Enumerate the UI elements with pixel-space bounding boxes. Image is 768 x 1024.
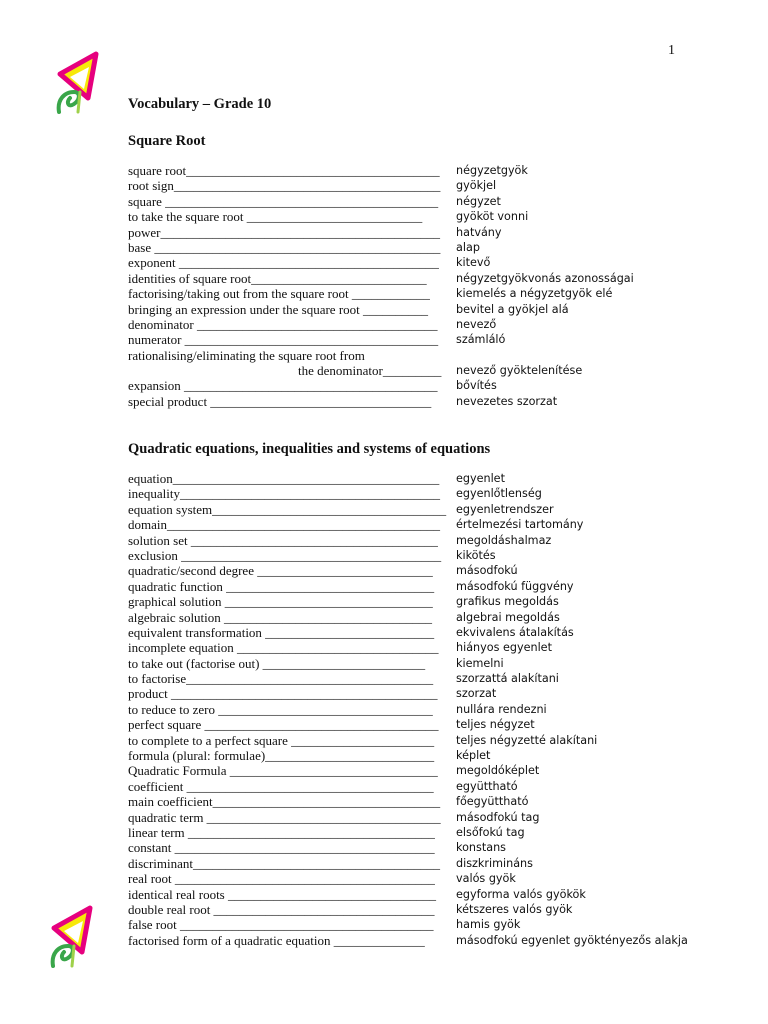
hungarian-term: kétszeres valós gyök [456,902,573,916]
hungarian-term: valós gyök [456,872,516,886]
hungarian-term: szorzattá alakítani [456,672,559,686]
vocab-row [128,225,708,240]
vocab-list-square-root [128,163,708,409]
hungarian-term: grafikus megoldás [456,595,559,609]
vocab-list-quadratic [128,471,708,948]
hungarian-term: képlet [456,749,491,763]
english-term: power___________________________________________ [128,224,440,240]
page-number: 1 [668,43,675,58]
vocab-row [128,178,708,193]
hungarian-term: négyzetgyök [456,164,528,177]
vocab-row [128,271,708,286]
hungarian-term: elsőfokú tag [456,825,525,839]
english-term: product _________________________________________ [128,686,438,702]
english-term: square root_______________________________________ [128,163,440,178]
vocab-row [128,656,708,671]
english-term: graphical solution ________________________________ [128,594,433,610]
english-term: quadratic/second degree ___________________________ [128,563,433,579]
hungarian-term: gyököt vonni [456,210,529,224]
vocab-row [128,686,708,701]
hungarian-term: négyzet [456,194,501,208]
english-term: equivalent transformation __________________________ [128,624,435,640]
vocab-row [128,717,708,732]
hungarian-term: nullára rendezni [456,702,547,716]
triangle-ruler-icon [54,50,100,114]
english-term: to factorise______________________________________ [128,671,434,687]
section-heading-square-root: Square Root [128,133,206,149]
english-term: algebraic solution ________________________________ [128,609,433,625]
vocab-row [128,502,708,517]
english-term: Quadratic Formula ________________________________ [128,763,438,779]
hungarian-term: egyenlőtlenség [456,487,542,501]
hungarian-term: nevező [456,317,497,331]
english-term: bringing an expression under the square root __________ [128,301,429,317]
vocab-row [128,363,708,378]
english-term: false root _______________________________________ [128,917,434,933]
document-title: Vocabulary – Grade 10 [128,96,272,112]
english-term-continued: the denominator_________ [298,363,442,379]
english-term: special product __________________________________ [128,393,432,409]
hungarian-term: ekvivalens átalakítás [456,625,574,639]
hungarian-term: másodfokú függvény [456,579,574,593]
english-term: incomplete equation _______________________________ [128,640,439,656]
hungarian-term: alap [456,240,480,254]
vocab-row [128,840,708,855]
hungarian-term: másodfokú egyenlet gyöktényezős alakja [456,933,688,947]
hungarian-term: hamis gyök [456,918,521,932]
hungarian-term: bevitel a gyökjel alá [456,302,569,316]
hungarian-term: nevezetes szorzat [456,394,558,408]
english-term: to reduce to zero _________________________________ [128,701,433,717]
vocab-row [128,209,708,224]
vocab-row [128,825,708,840]
english-term: factorising/taking out from the square root ____________ [128,286,430,302]
english-term: discriminant______________________________________ [128,855,440,871]
hungarian-term: megoldáshalmaz [456,533,552,547]
english-term: formula (plural: formulae)__________________________ [128,748,435,764]
english-term: equation system____________________________________ [128,501,447,517]
hungarian-term: kiemelés a négyzetgyök elé [456,287,613,301]
vocab-row [128,902,708,917]
vocab-row [128,194,708,209]
hungarian-term: másodfokú [456,564,518,578]
english-term: constant ________________________________________ [128,840,435,856]
vocab-row [128,394,708,409]
hungarian-term: hatvány [456,225,502,239]
vocab-row [128,286,708,301]
vocab-row [128,378,708,393]
vocab-row [128,763,708,778]
hungarian-term: szorzat [456,687,497,701]
vocab-row [128,332,708,347]
vocab-row [128,579,708,594]
hungarian-term: négyzetgyökvonás azonosságai [456,271,634,285]
vocab-row [128,856,708,871]
vocab-row [128,917,708,932]
english-term: to take the square root ___________________________ [128,209,423,225]
vocab-row [128,871,708,886]
hungarian-term: főegyüttható [456,795,529,809]
hungarian-term: egyenlet [456,472,505,485]
hungarian-term: konstans [456,841,507,855]
vocab-row [128,702,708,717]
hungarian-term: számláló [456,333,506,347]
hungarian-term: teljes négyzetté alakítani [456,733,598,747]
vocab-row [128,317,708,332]
english-term: domain__________________________________________ [128,517,440,533]
vocab-row [128,748,708,763]
hungarian-term: gyökjel [456,179,497,193]
english-term: denominator _____________________________________ [128,316,438,332]
vocab-row [128,625,708,640]
english-term: linear term ______________________________________ [128,824,435,840]
english-term: to complete to a perfect square ______________________ [128,732,435,748]
english-term: exclusion ________________________________________ [128,547,442,563]
english-term: factorised form of a quadratic equation ______________ [128,932,425,948]
hungarian-term: egyenletrendszer [456,502,554,516]
english-term: main coefficient___________________________________ [128,794,441,810]
vocab-row [128,548,708,563]
english-term: real root ________________________________________ [128,871,435,887]
vocab-row [128,933,708,948]
english-term: solution set ______________________________________ [128,532,438,548]
english-term: identities of square root___________________________ [128,270,427,286]
hungarian-term: kikötés [456,548,496,562]
vocab-row [128,779,708,794]
vocab-row [128,348,708,363]
vocab-row [128,471,708,486]
vocab-row [128,810,708,825]
vocab-row [128,163,708,178]
vocab-row [128,794,708,809]
english-term: expansion _______________________________________ [128,378,438,394]
hungarian-term: bővítés [456,379,497,393]
english-term: inequality________________________________________ [128,486,440,502]
hungarian-term: diszkrimináns [456,856,533,870]
vocab-row [128,533,708,548]
vocab-row [128,640,708,655]
english-term: numerator _______________________________________ [128,332,439,348]
english-term: quadratic function ________________________________ [128,578,435,594]
english-term: to take out (factorise out) _________________________ [128,655,426,671]
vocab-row [128,610,708,625]
vocab-row [128,517,708,532]
hungarian-term: értelmezési tartomány [456,518,584,532]
vocab-row [128,240,708,255]
vocab-row [128,594,708,609]
vocab-row [128,563,708,578]
hungarian-term: másodfokú tag [456,810,540,824]
english-term: identical real roots ________________________________ [128,886,436,902]
english-term: perfect square ____________________________________ [128,717,439,733]
english-term: exponent ________________________________________ [128,255,439,271]
hungarian-term: egyforma valós gyökök [456,887,586,901]
vocab-row [128,887,708,902]
triangle-ruler-icon [48,904,94,968]
hungarian-term: algebrai megoldás [456,610,560,624]
section-heading-quadratic: Quadratic equations, inequalities and systems of equations [128,441,491,457]
english-term: square __________________________________________ [128,193,439,209]
english-term: base ____________________________________________ [128,239,441,255]
hungarian-term: teljes négyzet [456,718,535,732]
hungarian-term: kiemelni [456,656,504,670]
hungarian-term: nevező gyöktelenítése [456,364,583,378]
hungarian-term: kitevő [456,256,491,270]
hungarian-term: együttható [456,779,518,793]
vocab-row [128,671,708,686]
hungarian-term: hiányos egyenlet [456,641,552,655]
hungarian-term: megoldóképlet [456,764,540,778]
english-term: root sign_________________________________________ [128,178,441,194]
english-term: quadratic term ____________________________________ [128,809,441,825]
english-term: double real root __________________________________ [128,901,435,917]
vocab-row [128,486,708,501]
english-term: coefficient ______________________________________ [128,778,434,794]
vocab-row [128,733,708,748]
english-term: rationalising/eliminating the square root from [128,347,365,363]
english-term: equation_________________________________________ [128,471,440,486]
vocab-row [128,302,708,317]
vocab-row [128,255,708,270]
